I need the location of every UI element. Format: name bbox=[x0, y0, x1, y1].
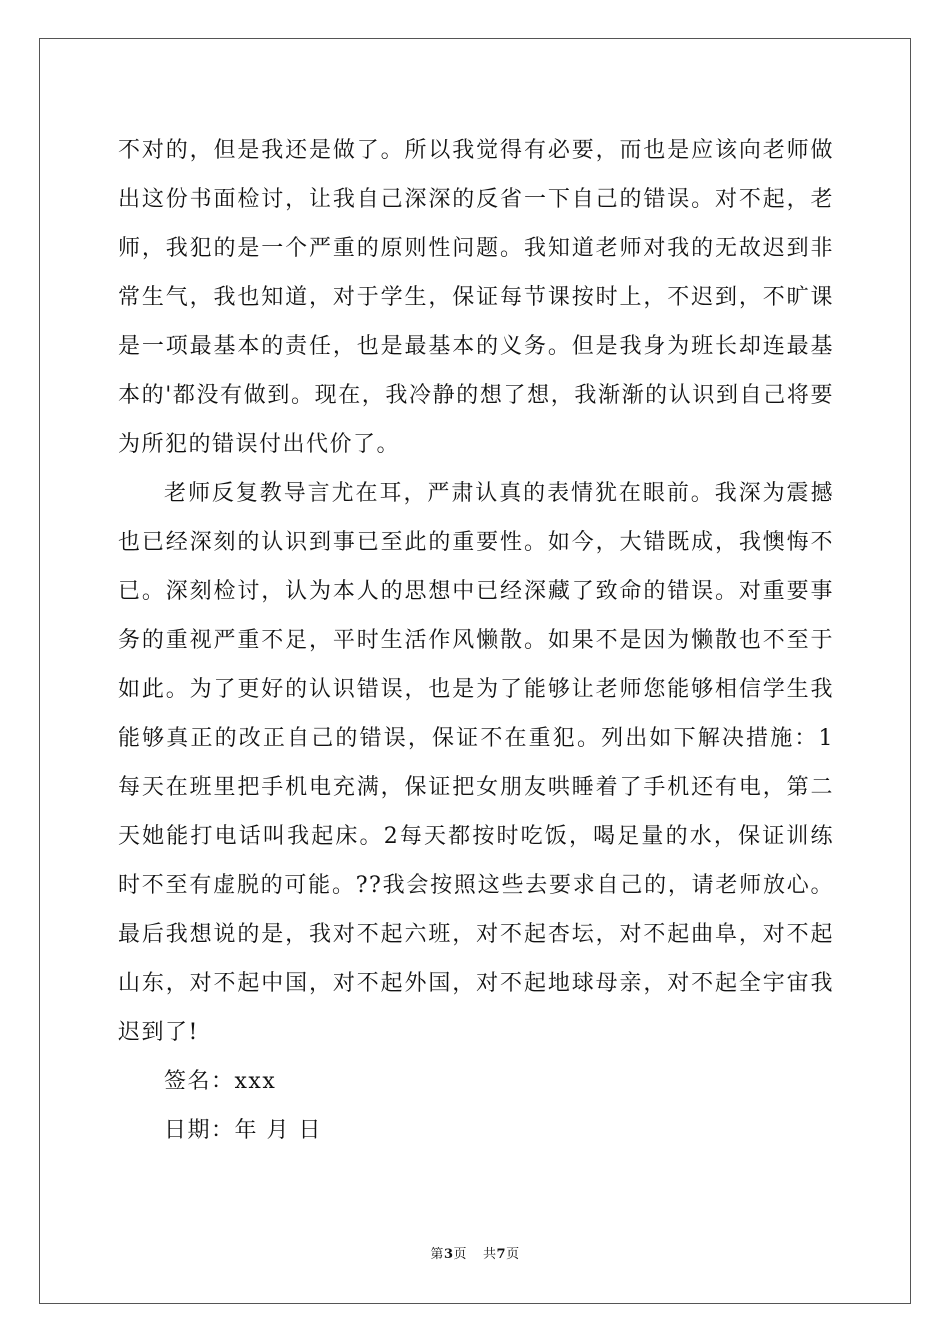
date-line: 日期：年 月 日 bbox=[164, 1118, 322, 1143]
total-prefix: 共 bbox=[483, 1247, 497, 1262]
paragraph-1: 不对的，但是我还是做了。所以我觉得有必要，而也是应该向老师做出这份书面检讨，让我自己深深的反省一下自己的错误。对不起，老师，我犯的是一个严重的原则性问题。我知道老师对我的无故迟到非常生气，我也知道，对于学生，保证每节课按时上，不迟到，不旷课是一项最基本的责任，也是最基本的义务。但是我身为班长却连最基本的'都没有做到。现在，我冷静的想了想，我渐渐的认识到自己将要为所犯的错误付出代价了。 bbox=[118, 138, 834, 457]
total-suffix: 页 bbox=[506, 1247, 520, 1262]
page-footer bbox=[0, 1243, 950, 1262]
paragraph-2: 老师反复教导言尤在耳，严肃认真的表情犹在眼前。我深为震撼也已经深刻的认识到事已至此的重要性。如今，大错既成，我懊悔不已。深刻检讨，认为本人的思想中已经深藏了致命的错误。对重要事务的重视严重不足，平时生活作风懒散。如果不是因为懒散也不至于如此。为了更好的认识错误，也是为了能够让老师您能够相信学生我能够真正的改正自己的错误，保证不在重犯。列出如下解决措施：1每天在班里把手机电充满，保证把女朋友哄睡着了手机还有电，第二天她能打电话叫我起床。2每天都按时吃饭，喝足量的水，保证训练时不至有虚脱的可能。??我会按照这些去要求自己的，请老师放心。最后我想说的是，我对不起六班，对不起杏坛，对不起曲阜，对不起山东，对不起中国，对不起外国，对不起地球母亲，对不起全宇宙我迟到了! bbox=[118, 481, 834, 1045]
total-pages-number: 7 bbox=[496, 1247, 507, 1262]
current-page-number: 3 bbox=[443, 1247, 454, 1262]
page-suffix: 页 bbox=[453, 1247, 467, 1262]
page-prefix: 第 bbox=[430, 1247, 444, 1262]
signature-line: 签名：xxx bbox=[164, 1069, 277, 1094]
document-body bbox=[118, 126, 834, 1155]
